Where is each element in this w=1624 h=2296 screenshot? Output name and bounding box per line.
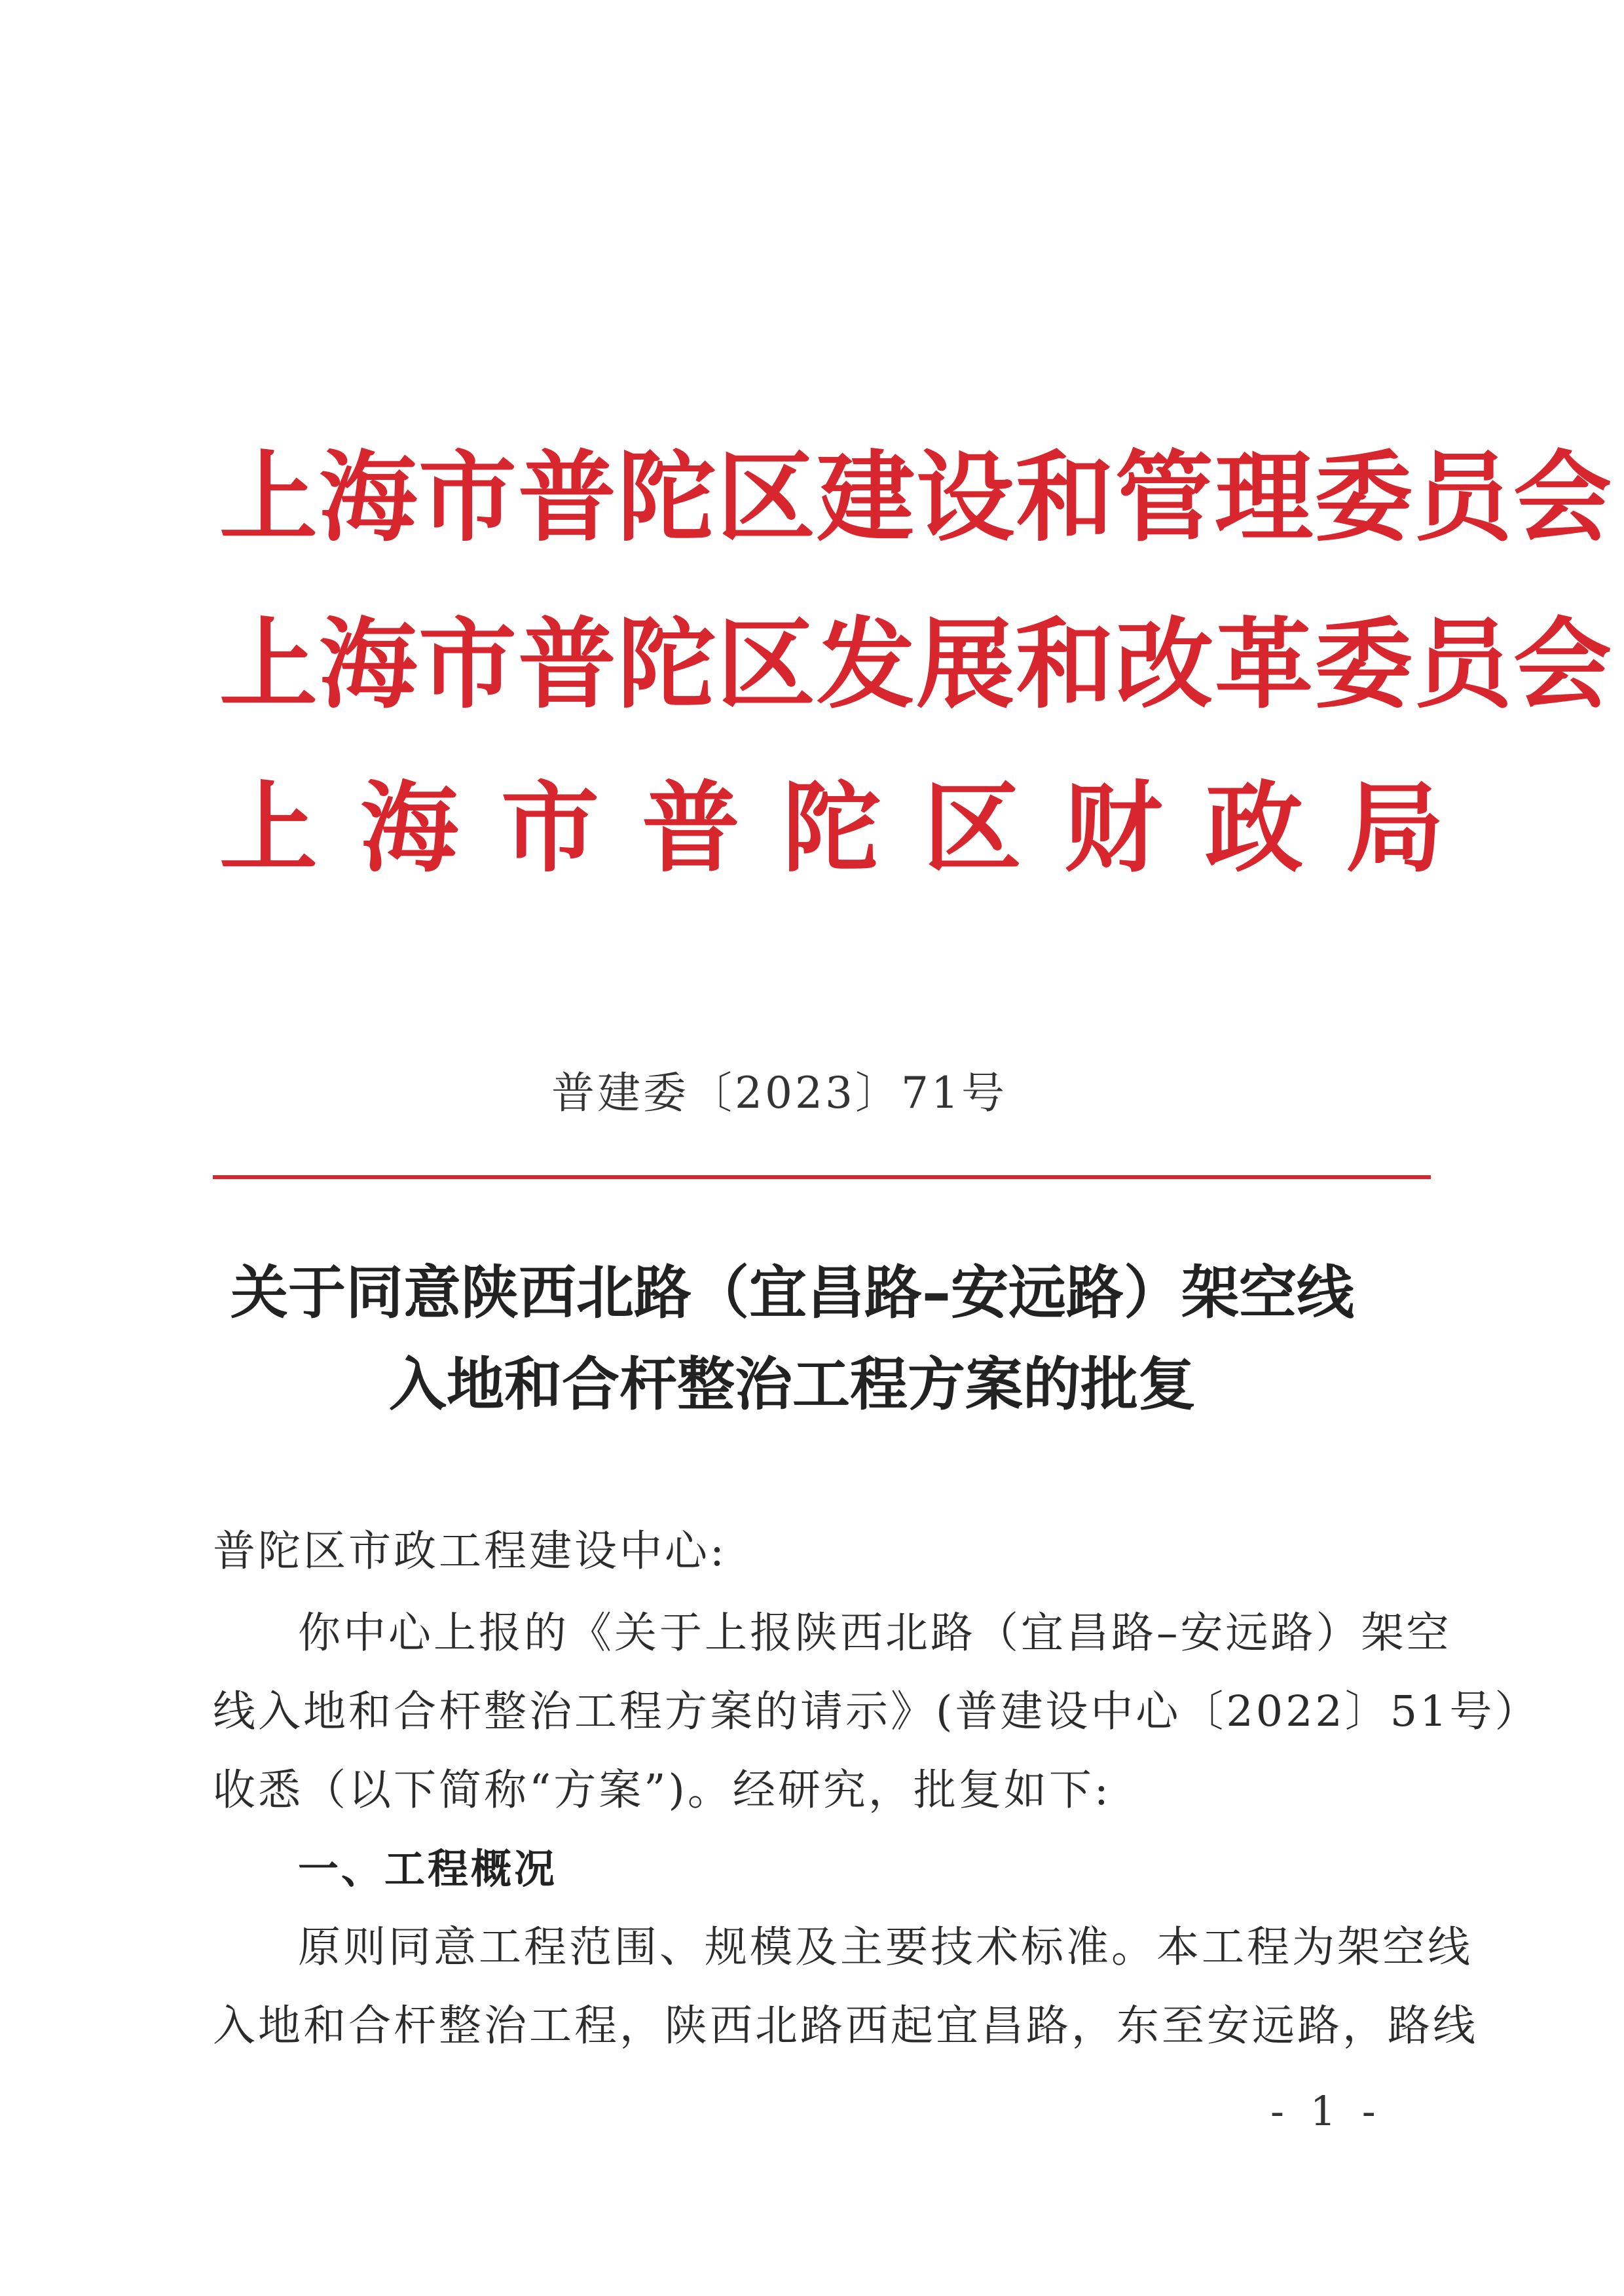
section-heading: 一、工程概况 xyxy=(298,1845,558,1893)
section-paragraph-line-1: 原则同意工程范围、规模及主要技术标准。本工程为架空线 xyxy=(298,1923,1473,1972)
recipient: 普陀区市政工程建设中心: xyxy=(213,1527,727,1576)
section-paragraph-line-2: 入地和合杆整治工程，陕西北路西起宜昌路，东至安远路，路线 xyxy=(213,2001,1479,2050)
red-divider xyxy=(213,1175,1431,1179)
paragraph-line-1: 你中心上报的《关于上报陕西北路（宜昌路–安远路）架空 xyxy=(298,1609,1452,1658)
paragraph-line-2: 线入地和合杆整治工程方案的请示》(普建设中心〔2022〕51号） xyxy=(213,1687,1540,1736)
document-title-line-1: 关于同意陕西北路（宜昌路–安远路）架空线 xyxy=(230,1259,1354,1326)
issuer-3: 上海市普陀区财政局 xyxy=(219,771,1487,886)
page-number: - 1 - xyxy=(1270,2087,1382,2135)
document-number: 普建委〔2023〕71号 xyxy=(551,1068,1007,1118)
issuer-1: 上海市普陀区建设和管理委员会 xyxy=(219,440,1614,555)
issuer-2: 上海市普陀区发展和改革委员会 xyxy=(219,607,1614,722)
paragraph-line-3: 收悉（以下简称“方案”)。经研究，批复如下: xyxy=(213,1766,1111,1815)
document-title-line-2: 入地和合杆整治工程方案的批复 xyxy=(388,1351,1196,1418)
